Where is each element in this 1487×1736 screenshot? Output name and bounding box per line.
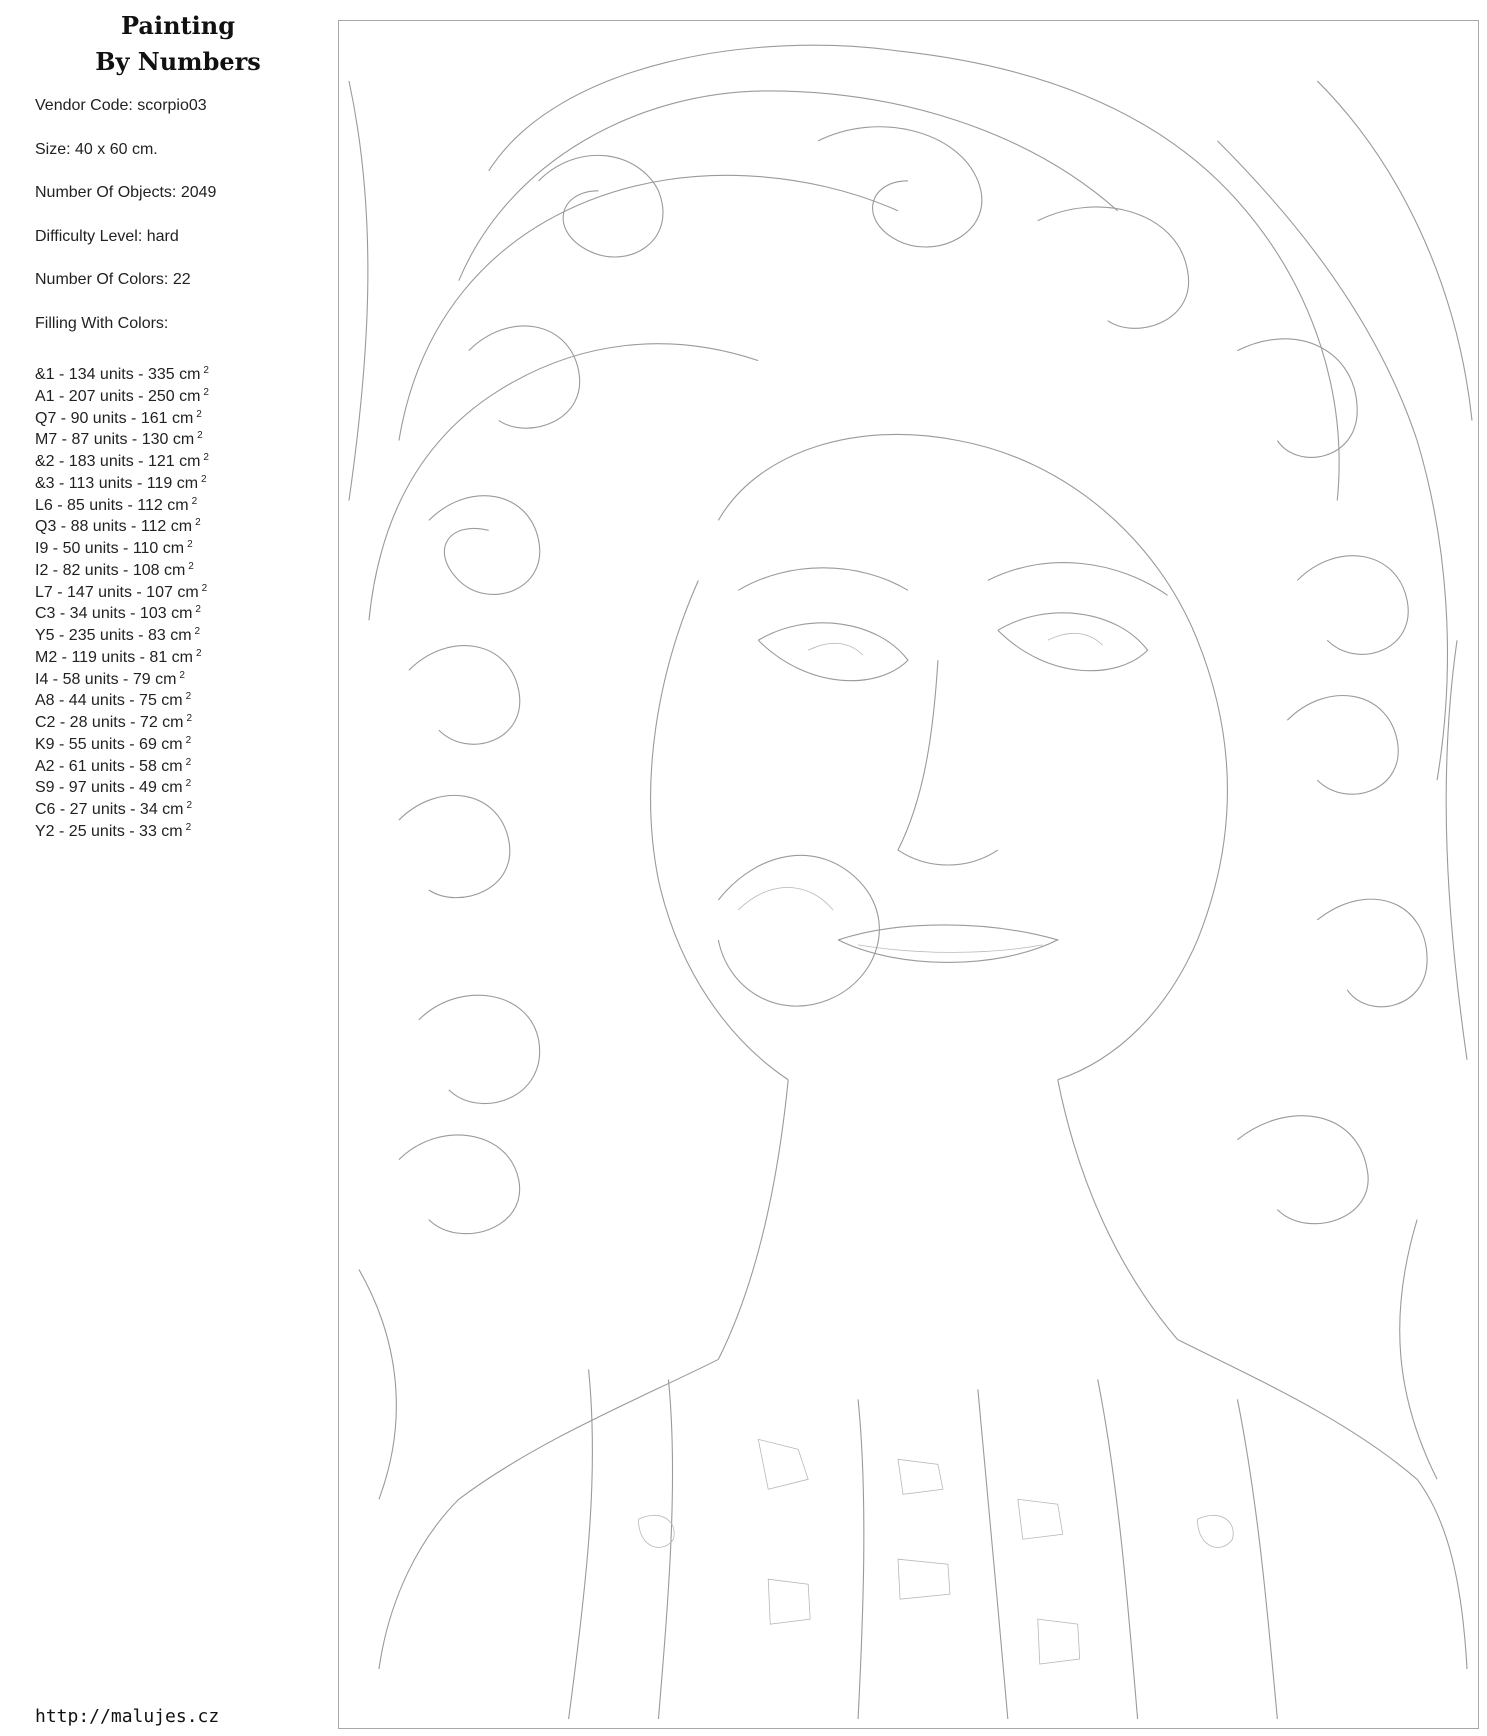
- outline-drawing: [339, 21, 1478, 1728]
- area-unit-mark: 2: [195, 604, 201, 616]
- color-entry-text: L6 - 85 units - 112 cm: [35, 496, 189, 514]
- area-unit-mark: 2: [203, 365, 209, 376]
- color-entry-text: I4 - 58 units - 79 cm: [35, 670, 177, 688]
- area-unit-mark: 2: [191, 495, 198, 507]
- color-entry: [35, 686, 325, 708]
- filling-heading: Filling With Colors:: [35, 314, 169, 332]
- brand-title: [58, 8, 298, 80]
- color-entry-text: M2 - 119 units - 81 cm: [35, 648, 193, 666]
- color-entry-text: A8 - 44 units - 75 cm: [35, 692, 183, 710]
- color-entry: [35, 447, 325, 469]
- color-entry-text: L7 - 147 units - 107 cm: [35, 583, 199, 601]
- area-unit-mark: 2: [185, 734, 192, 746]
- area-unit-mark: 2: [195, 517, 201, 529]
- color-entry-text: A1 - 207 units - 250 cm: [35, 387, 201, 405]
- color-entry-text: S9 - 97 units - 49 cm: [35, 779, 183, 797]
- color-entry-text: A2 - 61 units - 58 cm: [35, 757, 183, 775]
- area-unit-mark: 2: [186, 713, 193, 724]
- brand-title-line-1: Painting: [121, 11, 235, 40]
- color-entry-text: I9 - 50 units - 110 cm: [35, 540, 185, 557]
- color-entry: [35, 752, 325, 774]
- color-entry-text: I2 - 82 units - 108 cm: [35, 561, 186, 579]
- color-entry: [35, 817, 325, 839]
- area-unit-mark: 2: [185, 691, 192, 703]
- area-unit-mark: 2: [196, 408, 202, 420]
- color-entry: [35, 665, 325, 687]
- color-entry-text: &1 - 134 units - 335 cm: [35, 366, 201, 383]
- object-count: Number Of Objects: 2049: [35, 184, 217, 201]
- area-unit-mark: 2: [185, 821, 192, 833]
- color-entry: [35, 578, 325, 600]
- color-count: Number Of Colors: 22: [35, 271, 191, 288]
- area-unit-mark: 2: [186, 800, 193, 811]
- color-entry: [35, 795, 325, 817]
- color-entry-text: C2 - 28 units - 72 cm: [35, 714, 184, 731]
- color-entry: [35, 469, 325, 491]
- color-entry: [35, 556, 325, 578]
- vendor-code: Vendor Code: scorpio03: [35, 97, 207, 114]
- area-unit-mark: 2: [187, 539, 193, 550]
- color-entry: [35, 643, 325, 665]
- color-entry-text: Y5 - 235 units - 83 cm: [35, 627, 192, 644]
- color-entry-text: Y2 - 25 units - 33 cm: [35, 822, 183, 840]
- color-entry: [35, 425, 325, 447]
- color-entry-text: Q7 - 90 units - 161 cm: [35, 409, 194, 427]
- brand-title-line-2: By Numbers: [95, 47, 261, 76]
- color-entry-text: Q3 - 88 units - 112 cm: [35, 518, 193, 536]
- color-entry: [35, 730, 325, 752]
- website-url: http://malujes.cz: [35, 1706, 220, 1727]
- color-entry-text: M7 - 87 units - 130 cm: [35, 431, 195, 449]
- area-unit-mark: 2: [203, 386, 209, 398]
- area-unit-mark: 2: [203, 452, 209, 463]
- area-unit-mark: 2: [185, 778, 192, 790]
- color-entry-text: &2 - 183 units - 121 cm: [35, 453, 201, 470]
- color-entry-text: K9 - 55 units - 69 cm: [35, 735, 183, 753]
- color-list: [35, 360, 325, 839]
- area-unit-mark: 2: [179, 669, 185, 681]
- color-entry: [35, 599, 325, 621]
- coloring-outline-canvas: [338, 20, 1479, 1729]
- color-entry: [35, 621, 325, 643]
- spec-list: [35, 98, 325, 359]
- color-entry: [35, 360, 325, 382]
- area-unit-mark: 2: [185, 756, 192, 768]
- color-entry: [35, 512, 325, 534]
- area-unit-mark: 2: [197, 430, 203, 442]
- color-entry-text: C3 - 34 units - 103 cm: [35, 605, 193, 623]
- color-entry: [35, 491, 325, 513]
- color-entry: [35, 773, 325, 795]
- area-unit-mark: 2: [194, 626, 201, 637]
- difficulty-level: Difficulty Level: hard: [35, 227, 179, 245]
- area-unit-mark: 2: [201, 473, 207, 485]
- color-entry: [35, 404, 325, 426]
- color-entry-text: &3 - 113 units - 119 cm: [35, 474, 199, 492]
- area-unit-mark: 2: [188, 560, 194, 572]
- color-entry: [35, 382, 325, 404]
- area-unit-mark: 2: [201, 582, 208, 594]
- color-entry-text: C6 - 27 units - 34 cm: [35, 801, 184, 818]
- color-entry: [35, 534, 325, 556]
- canvas-size: Size: 40 x 60 cm.: [35, 140, 158, 158]
- color-entry: [35, 708, 325, 730]
- area-unit-mark: 2: [195, 647, 202, 659]
